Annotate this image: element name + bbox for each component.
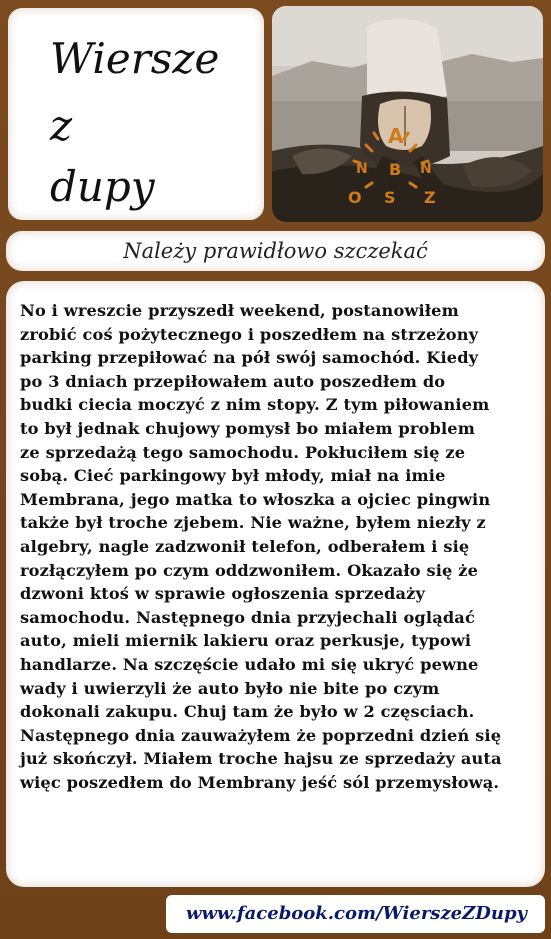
watermark-letter-o: O xyxy=(348,188,362,207)
watermark-letter-a: A xyxy=(388,124,404,148)
subtitle: Należy prawidłowo szczekać xyxy=(123,239,428,263)
poem-body-text: No i wreszcie przyszedł weekend, postanowiłem zrobić coś pożytecznego i poszedłem na strzeżony parking przepiłować na pół swój samochód. Kiedy po 3 dniach przepiłowałem auto poszedłem do budki ciecia moczyć z nim stopy. Z tym piłowaniem to był jednak chujowy pomysł bo miałem problem ze sprzedażą tego samochodu. Pokłuciłem się ze sobą. Cieć parkingowy był młody, miał na imie Membrana, jego matka to włoszka a ojciec pingwin także był troche zjebem. Nie ważne, byłem niezły z algebry, nagle zadzwonił telefon, odberałem i się rozłączyłem po czym oddzwoniłem. Okazało się że dzwoni ktoś w sprawie ogłoszenia sprzedaży samochodu. Następnego dnia przyjechali oglądać auto, mieli miernik lakieru oraz perkusje, typowi handlarze. Na szczęście udało mi się ukryć pewne wady i uwierzyli że auto było nie bite po czym dokonali zakupu. Chuj tam że było w 2 częsciach. Następnego dnia zauważyłem że poprzedni dzień się już skończył. Miałem troche hajsu ze sprzedaży auta więc poszedłem do Membrany jeść sól przemysłową. xyxy=(20,301,502,792)
subtitle-card xyxy=(6,231,545,271)
title-card xyxy=(8,8,264,220)
watermark-logo xyxy=(344,121,444,211)
watermark-letter-z: Z xyxy=(424,188,436,207)
header-photo xyxy=(272,6,543,222)
title-line-2: z xyxy=(50,101,73,150)
watermark-letter-n1: N xyxy=(356,161,368,177)
watermark-letter-b: B xyxy=(389,160,402,179)
facebook-link[interactable]: www.facebook.com/WierszeZDupy xyxy=(185,903,527,924)
watermark-letter-s: S xyxy=(384,188,396,207)
body-card xyxy=(6,281,545,887)
title-line-1: Wiersze xyxy=(50,34,220,83)
watermark-letter-n2: N xyxy=(420,161,432,177)
footer-card xyxy=(166,895,545,933)
title-line-3: dupy xyxy=(50,162,155,211)
